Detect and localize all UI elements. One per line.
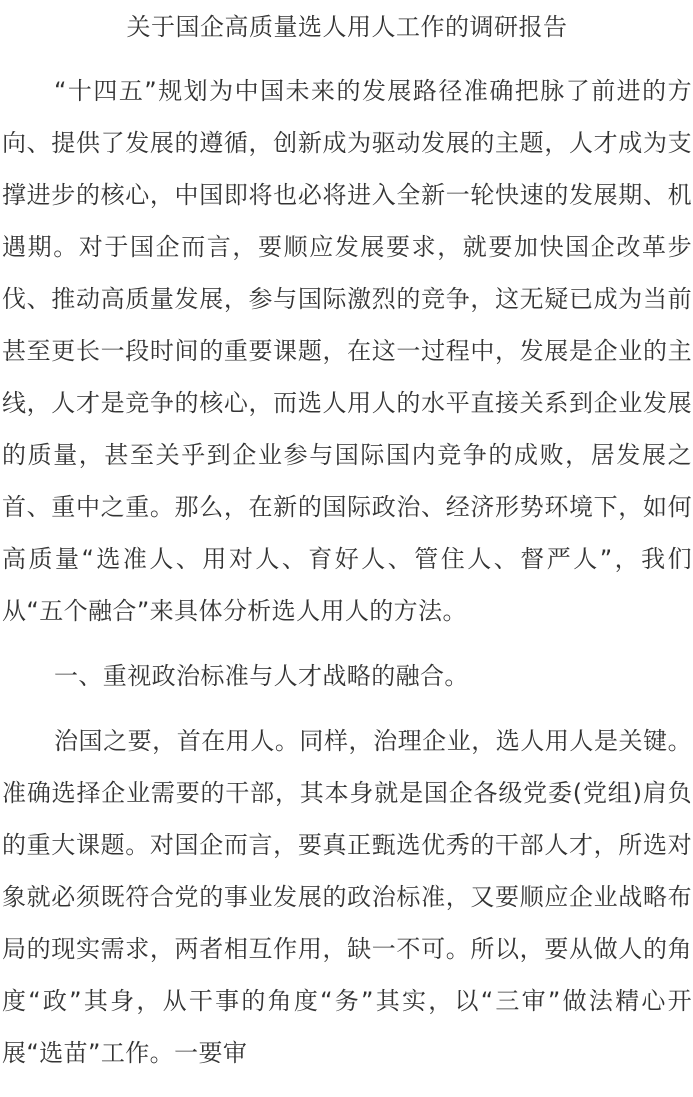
paragraph-intro: “十四五”规划为中国未来的发展路径准确把脉了前进的方向、提供了发展的遵循，创新成为驱动发展的主题，人才成为支撑进步的核心，中国即将也必将进入全新一轮快速的发展期、机遇期。对于国企而言，要顺应发展要求，就要加快国企改革步伐、推动高质量发展，参与国际激烈的竞争，这无疑已成为当前甚至更长一段时间的重要课题，在这一过程中，发展是企业的主线，人才是竞争的核心，而选人用人的水平直接关系到企业发展的质量，甚至关乎到企业参与国际国内竞争的成败，居发展之首、重中之重。那么，在新的国际政治、经济形势环境下，如何高质量“选准人、用对人、育好人、管住人、督严人”，我们从“五个融合”来具体分析选人用人的方法。: [2, 77, 692, 625]
section-heading-1: 一、重视政治标准与人才战略的融合。: [54, 662, 469, 690]
document-page: [2, 0, 692, 1079]
paragraph-section-1: 治国之要，首在用人。同样，治理企业，选人用人是关键。准确选择企业需要的干部，其本身就是国企各级党委(党组)肩负的重大课题。对国企而言，要真正甄选优秀的干部人才，所选对象就必须既符合党的事业发展的政治标准，又要顺应企业战略布局的现实需求，两者相互作用，缺一不可。所以，要从做人的角度“政”其身，从干事的角度“务”其实，以“三审”做法精心开展“选苗”工作。一要审: [2, 727, 692, 1067]
document-title: 关于国企高质量选人用人工作的调研报告: [126, 13, 568, 41]
